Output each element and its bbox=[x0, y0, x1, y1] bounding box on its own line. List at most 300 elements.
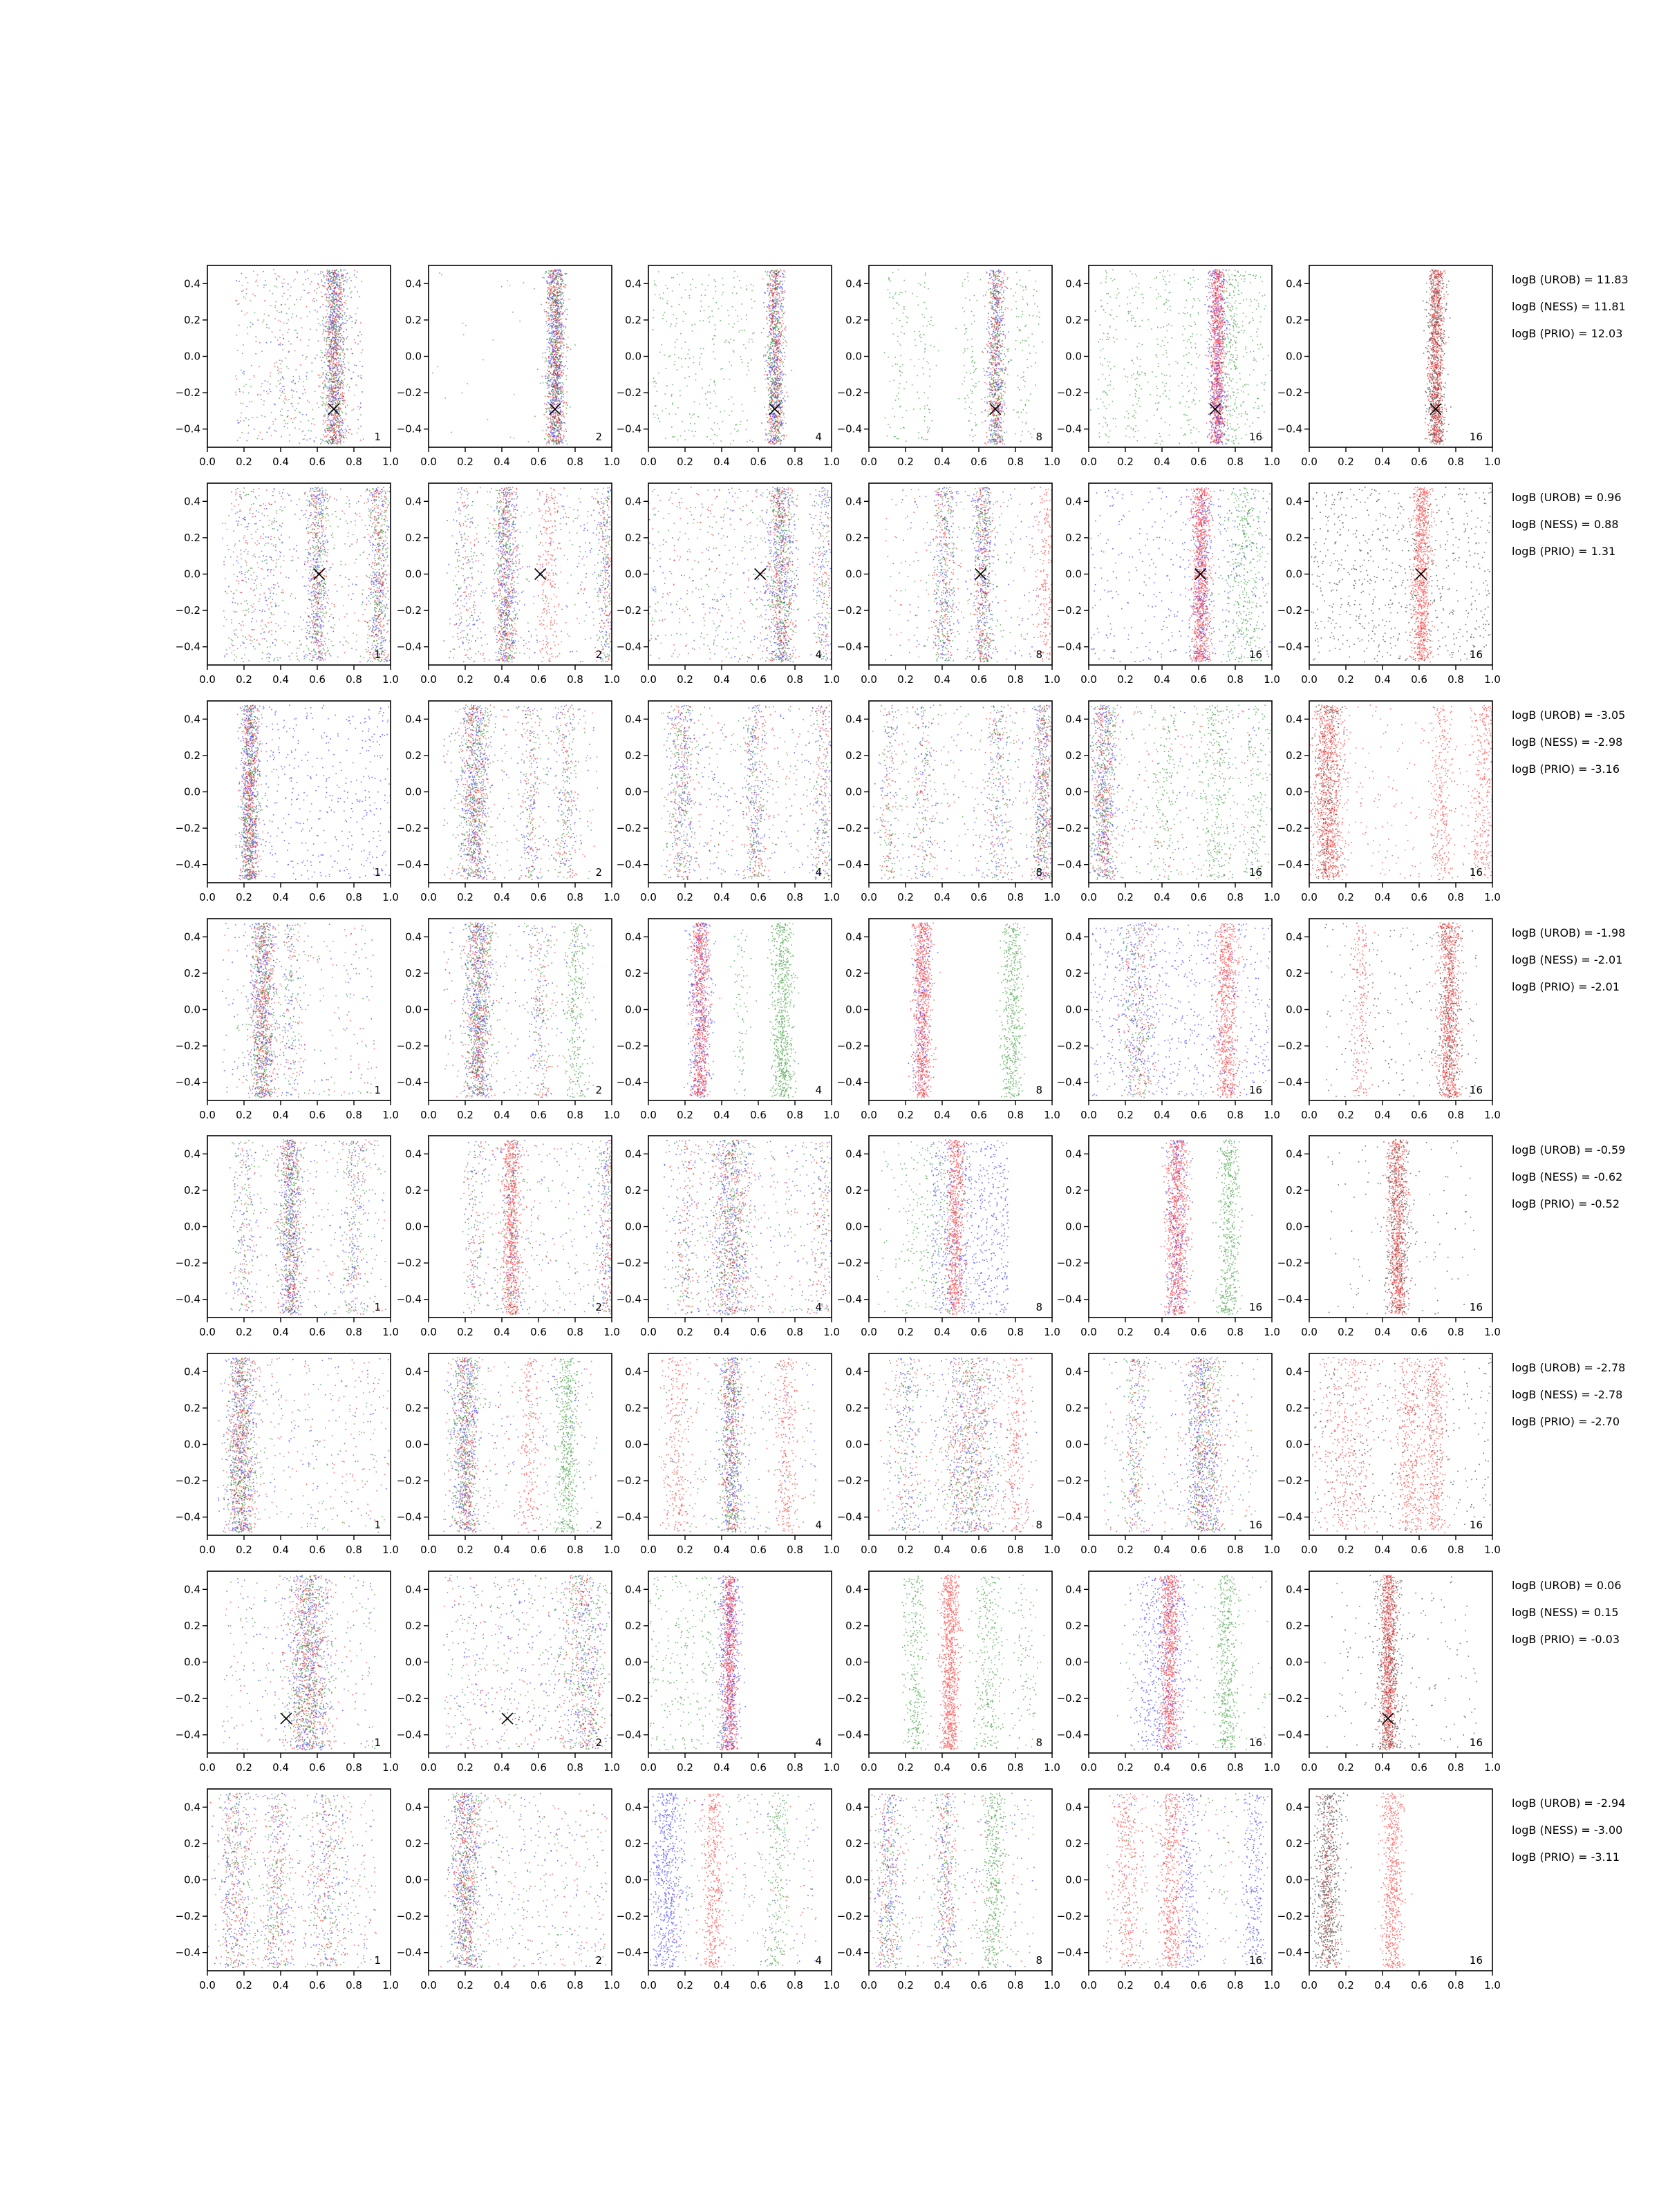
y-tick-label: 0.2 bbox=[184, 1401, 200, 1414]
x-tick-label: 0.8 bbox=[1227, 1979, 1244, 1991]
x-tick-label: 0.2 bbox=[1338, 1979, 1354, 1991]
x-tick-label: 0.2 bbox=[677, 891, 693, 903]
x-tick-label: 0.0 bbox=[420, 1979, 437, 1991]
y-tick-label: −0.2 bbox=[836, 1040, 862, 1053]
x-tick-label: 0.0 bbox=[861, 673, 877, 686]
x-tick-label: 0.8 bbox=[1447, 891, 1464, 903]
y-tick-label: 0.0 bbox=[845, 785, 862, 798]
x-tick-label: 0.8 bbox=[1227, 1761, 1244, 1774]
x-tick-label: 0.2 bbox=[236, 1761, 252, 1774]
x-tick-label: 0.8 bbox=[346, 1109, 362, 1121]
x-tick-label: 0.4 bbox=[713, 1109, 730, 1121]
x-tick-label: 0.8 bbox=[567, 1979, 583, 1991]
panel-label: 2 bbox=[595, 1736, 602, 1749]
x-tick-label: 0.8 bbox=[567, 673, 583, 686]
x-tick-label: 0.2 bbox=[457, 1326, 474, 1338]
y-tick-label: 0.4 bbox=[625, 495, 641, 508]
scatter-points-red-r6c5 bbox=[1104, 1357, 1258, 1533]
x-tick-label: 0.2 bbox=[457, 1544, 474, 1556]
y-tick-label: −0.2 bbox=[396, 1910, 422, 1923]
y-tick-label: −0.4 bbox=[175, 1293, 200, 1306]
y-tick-label: −0.2 bbox=[616, 604, 641, 617]
scatter-points-blue-r2c1 bbox=[222, 487, 393, 663]
scatter-points-green-r4c2 bbox=[443, 922, 594, 1098]
y-tick-label: 0.4 bbox=[1065, 1365, 1082, 1378]
scatter-points-green-r1c3 bbox=[653, 270, 787, 444]
panel-label: 16 bbox=[1248, 1301, 1262, 1313]
x-tick-label: 0.0 bbox=[1301, 1544, 1318, 1556]
true-value-marker bbox=[281, 1713, 292, 1724]
x-tick-label: 0.4 bbox=[934, 1761, 950, 1774]
y-tick-label: −0.4 bbox=[1277, 422, 1302, 435]
x-tick-label: 0.8 bbox=[787, 1109, 803, 1121]
x-tick-label: 0.2 bbox=[1117, 1761, 1134, 1774]
y-tick-label: 0.2 bbox=[625, 966, 641, 980]
x-tick-label: 0.6 bbox=[1411, 1979, 1427, 1991]
x-tick-label: 0.4 bbox=[494, 1326, 510, 1338]
panel-label: 16 bbox=[1248, 431, 1262, 443]
x-tick-label: 0.4 bbox=[1374, 891, 1391, 903]
y-tick-label: 0.4 bbox=[405, 1147, 422, 1161]
x-tick-label: 0.4 bbox=[934, 673, 950, 686]
y-tick-label: −0.4 bbox=[175, 858, 200, 871]
axes-frame bbox=[207, 1571, 391, 1753]
panel-label: 1 bbox=[374, 648, 381, 661]
x-tick-label: 0.0 bbox=[1080, 1326, 1097, 1338]
x-tick-label: 0.8 bbox=[787, 1326, 803, 1338]
axes-frame bbox=[1309, 1136, 1492, 1318]
scatter-points-black-r8c6 bbox=[1303, 1792, 1352, 1967]
y-tick-label: 0.4 bbox=[184, 277, 200, 290]
x-tick-label: 0.0 bbox=[1080, 891, 1097, 903]
panel-label: 16 bbox=[1469, 648, 1483, 661]
axes-frame bbox=[207, 1789, 391, 1971]
y-tick-label: 0.0 bbox=[405, 1873, 422, 1886]
scatter-points-green-r8c5 bbox=[1106, 1794, 1257, 1969]
y-tick-label: 0.0 bbox=[184, 785, 200, 798]
y-tick-label: 0.0 bbox=[1286, 1003, 1302, 1016]
x-tick-label: 0.6 bbox=[750, 1544, 767, 1556]
x-tick-label: 0.6 bbox=[309, 1109, 326, 1121]
x-tick-label: 0.4 bbox=[713, 673, 730, 686]
y-tick-label: −0.2 bbox=[1056, 604, 1082, 617]
x-tick-label: 0.2 bbox=[1117, 1544, 1134, 1556]
axes-frame bbox=[429, 265, 612, 447]
x-tick-label: 0.0 bbox=[640, 1544, 657, 1556]
x-tick-label: 0.2 bbox=[677, 1326, 693, 1338]
axes-frame bbox=[648, 1353, 832, 1535]
scatter-points-red-r8c4 bbox=[870, 1793, 1034, 1969]
x-tick-label: 1.0 bbox=[823, 456, 840, 468]
y-tick-label: 0.2 bbox=[1286, 313, 1302, 326]
x-tick-label: 0.2 bbox=[1117, 891, 1134, 903]
y-tick-label: 0.4 bbox=[405, 495, 422, 508]
x-tick-label: 0.6 bbox=[750, 456, 767, 468]
x-tick-label: 0.6 bbox=[309, 891, 326, 903]
y-tick-label: −0.4 bbox=[616, 1946, 641, 1959]
log-bayes-factor-text: logB (NESS) = -2.98 bbox=[1512, 735, 1623, 749]
y-tick-label: −0.4 bbox=[836, 1728, 862, 1741]
y-tick-label: 0.4 bbox=[845, 713, 862, 726]
y-tick-label: 0.0 bbox=[405, 568, 422, 581]
scatter-points-red-r4c6 bbox=[1345, 922, 1469, 1098]
x-tick-label: 0.0 bbox=[861, 1109, 877, 1121]
x-tick-label: 0.0 bbox=[1080, 456, 1097, 468]
x-tick-label: 1.0 bbox=[603, 1326, 620, 1338]
y-tick-label: 0.0 bbox=[405, 1220, 422, 1233]
x-tick-label: 0.8 bbox=[1007, 891, 1024, 903]
log-bayes-factor-text: logB (PRIO) = -3.11 bbox=[1512, 1850, 1620, 1864]
x-tick-label: 0.0 bbox=[640, 1979, 657, 1991]
x-tick-label: 0.0 bbox=[199, 1544, 216, 1556]
y-tick-label: 0.0 bbox=[625, 1220, 641, 1233]
x-tick-label: 0.0 bbox=[1080, 673, 1097, 686]
x-tick-label: 1.0 bbox=[1044, 1326, 1060, 1338]
x-tick-label: 1.0 bbox=[382, 891, 399, 903]
panel-label: 1 bbox=[374, 1084, 381, 1096]
x-tick-label: 0.8 bbox=[1227, 673, 1244, 686]
y-tick-label: −0.2 bbox=[175, 386, 200, 400]
x-tick-label: 0.8 bbox=[1007, 1544, 1024, 1556]
x-tick-label: 0.4 bbox=[934, 456, 950, 468]
scatter-points-blue-r4c5 bbox=[1091, 922, 1271, 1098]
x-tick-label: 0.2 bbox=[897, 456, 914, 468]
y-tick-label: −0.2 bbox=[175, 1257, 200, 1270]
x-tick-label: 0.0 bbox=[199, 1979, 216, 1991]
x-tick-label: 0.4 bbox=[1154, 673, 1170, 686]
scatter-points-green-r6c3 bbox=[664, 1358, 816, 1533]
x-tick-label: 1.0 bbox=[1044, 1109, 1060, 1121]
x-tick-label: 0.2 bbox=[457, 891, 474, 903]
scatter-points-red-r1c1 bbox=[236, 269, 364, 444]
y-tick-label: 0.2 bbox=[184, 749, 200, 762]
panel-label: 1 bbox=[374, 1736, 381, 1749]
x-tick-label: 0.6 bbox=[530, 1544, 547, 1556]
x-tick-label: 0.6 bbox=[309, 1326, 326, 1338]
x-tick-label: 0.4 bbox=[713, 1761, 730, 1774]
y-tick-label: −0.4 bbox=[1056, 422, 1082, 435]
log-bayes-factor-text: logB (UROB) = 11.83 bbox=[1512, 273, 1629, 286]
y-tick-label: 0.2 bbox=[405, 1619, 422, 1632]
y-tick-label: 0.0 bbox=[184, 350, 200, 363]
true-value-marker bbox=[535, 569, 546, 580]
y-tick-label: −0.4 bbox=[175, 422, 200, 435]
x-tick-label: 0.2 bbox=[1117, 673, 1134, 686]
x-tick-label: 0.4 bbox=[1154, 1109, 1170, 1121]
x-tick-label: 0.6 bbox=[971, 1326, 987, 1338]
x-tick-label: 0.8 bbox=[567, 1761, 583, 1774]
x-tick-label: 1.0 bbox=[382, 673, 399, 686]
x-tick-label: 0.2 bbox=[1338, 1544, 1354, 1556]
x-tick-label: 0.8 bbox=[1447, 1326, 1464, 1338]
scatter-points-red-r8c6 bbox=[1311, 1792, 1412, 1968]
scatter-points-green-r1c1 bbox=[235, 270, 362, 445]
x-tick-label: 0.0 bbox=[640, 891, 657, 903]
x-tick-label: 0.8 bbox=[787, 891, 803, 903]
y-tick-label: 0.4 bbox=[845, 930, 862, 944]
scatter-points-red-r1c5 bbox=[1206, 269, 1232, 444]
x-tick-label: 0.6 bbox=[530, 1979, 547, 1991]
y-tick-label: −0.4 bbox=[396, 1293, 422, 1306]
y-tick-label: −0.4 bbox=[836, 422, 862, 435]
x-tick-label: 0.0 bbox=[420, 1109, 437, 1121]
x-tick-label: 0.0 bbox=[1301, 673, 1318, 686]
y-tick-label: 0.2 bbox=[1286, 966, 1302, 980]
scatter-points-blue-r1c4 bbox=[982, 270, 1012, 444]
y-tick-label: −0.2 bbox=[1056, 1257, 1082, 1270]
x-tick-label: 0.4 bbox=[1374, 1544, 1391, 1556]
x-tick-label: 0.4 bbox=[272, 1544, 289, 1556]
x-tick-label: 0.0 bbox=[640, 673, 657, 686]
x-tick-label: 0.4 bbox=[934, 1544, 950, 1556]
y-tick-label: −0.4 bbox=[836, 1293, 862, 1306]
x-tick-label: 0.0 bbox=[199, 673, 216, 686]
scatter-points-green-r2c3 bbox=[645, 487, 840, 662]
panel-label: 16 bbox=[1248, 648, 1262, 661]
axes-frame bbox=[1309, 483, 1492, 665]
y-tick-label: −0.2 bbox=[1277, 1692, 1302, 1705]
x-tick-label: 0.8 bbox=[1227, 891, 1244, 903]
x-tick-label: 1.0 bbox=[1044, 891, 1060, 903]
x-tick-label: 1.0 bbox=[1484, 1761, 1501, 1774]
x-tick-label: 0.2 bbox=[677, 673, 693, 686]
axes-frame bbox=[1309, 1571, 1492, 1753]
x-tick-label: 0.8 bbox=[787, 673, 803, 686]
x-tick-label: 1.0 bbox=[1484, 1326, 1501, 1338]
y-tick-label: −0.4 bbox=[1056, 858, 1082, 871]
panel-label: 16 bbox=[1469, 1519, 1483, 1531]
y-tick-label: 0.0 bbox=[1286, 1220, 1302, 1233]
axes-frame bbox=[1309, 1353, 1492, 1535]
x-tick-label: 0.6 bbox=[1190, 891, 1207, 903]
panel-label: 8 bbox=[1035, 1084, 1042, 1096]
log-bayes-factor-text: logB (NESS) = 11.81 bbox=[1512, 300, 1626, 313]
x-tick-label: 0.6 bbox=[750, 891, 767, 903]
x-tick-label: 0.4 bbox=[494, 1544, 510, 1556]
y-tick-label: 0.4 bbox=[845, 1583, 862, 1596]
scatter-points-green-r8c4 bbox=[869, 1793, 1034, 1969]
x-tick-label: 0.6 bbox=[750, 1326, 767, 1338]
true-value-marker bbox=[314, 569, 325, 580]
axes-frame bbox=[648, 265, 832, 447]
labels-layer bbox=[176, 273, 1629, 1991]
y-tick-label: 0.4 bbox=[1286, 713, 1302, 726]
x-tick-label: 1.0 bbox=[1264, 1109, 1280, 1121]
x-tick-label: 1.0 bbox=[1044, 1544, 1060, 1556]
y-tick-label: 0.0 bbox=[184, 568, 200, 581]
x-tick-label: 0.8 bbox=[346, 1544, 362, 1556]
x-tick-label: 0.6 bbox=[1190, 1326, 1207, 1338]
panel-label: 16 bbox=[1469, 1301, 1483, 1313]
y-tick-label: 0.0 bbox=[625, 1003, 641, 1016]
y-tick-label: −0.4 bbox=[616, 1076, 641, 1089]
scatter-points-black-r2c6 bbox=[1311, 487, 1492, 662]
x-tick-label: 0.4 bbox=[1154, 1979, 1170, 1991]
x-tick-label: 0.4 bbox=[494, 673, 510, 686]
x-tick-label: 0.0 bbox=[420, 673, 437, 686]
x-tick-label: 0.0 bbox=[199, 456, 216, 468]
x-tick-label: 1.0 bbox=[382, 1544, 399, 1556]
y-tick-label: −0.4 bbox=[396, 858, 422, 871]
y-tick-label: −0.2 bbox=[616, 822, 641, 835]
y-tick-label: −0.2 bbox=[175, 822, 200, 835]
x-tick-label: 0.2 bbox=[236, 456, 252, 468]
x-tick-label: 0.2 bbox=[1117, 1109, 1134, 1121]
x-tick-label: 0.8 bbox=[1447, 1544, 1464, 1556]
x-tick-label: 0.2 bbox=[457, 1979, 474, 1991]
y-tick-label: 0.0 bbox=[405, 785, 422, 798]
y-tick-label: 0.2 bbox=[1286, 749, 1302, 762]
y-tick-label: 0.2 bbox=[405, 749, 422, 762]
x-tick-label: 0.8 bbox=[1447, 1109, 1464, 1121]
scatter-points-red-r3c6 bbox=[1306, 704, 1508, 880]
axes-frame bbox=[869, 701, 1052, 883]
y-tick-label: −0.2 bbox=[1056, 1692, 1082, 1705]
x-tick-label: 0.0 bbox=[199, 891, 216, 903]
x-tick-label: 0.4 bbox=[494, 891, 510, 903]
x-tick-label: 0.8 bbox=[1007, 1979, 1024, 1991]
x-tick-label: 0.2 bbox=[457, 1761, 474, 1774]
x-tick-label: 1.0 bbox=[603, 891, 620, 903]
y-tick-label: −0.4 bbox=[1056, 1076, 1082, 1089]
x-tick-label: 0.0 bbox=[1301, 1979, 1318, 1991]
y-tick-label: 0.4 bbox=[845, 495, 862, 508]
y-tick-label: 0.2 bbox=[845, 1837, 862, 1850]
scatter-points-green-r7c4 bbox=[902, 1575, 1045, 1750]
y-tick-label: 0.0 bbox=[1065, 568, 1082, 581]
x-tick-label: 0.2 bbox=[897, 673, 914, 686]
scatter-points-green-r5c5 bbox=[1212, 1139, 1253, 1315]
panel-label: 4 bbox=[815, 1954, 822, 1967]
x-tick-label: 0.0 bbox=[640, 456, 657, 468]
x-tick-label: 1.0 bbox=[823, 891, 840, 903]
x-tick-label: 0.4 bbox=[1374, 456, 1391, 468]
x-tick-label: 0.8 bbox=[787, 1979, 803, 1991]
y-tick-label: 0.0 bbox=[1065, 1003, 1082, 1016]
y-tick-label: 0.0 bbox=[845, 1873, 862, 1886]
y-tick-label: 0.2 bbox=[1065, 966, 1082, 980]
x-tick-label: 0.6 bbox=[309, 673, 326, 686]
x-tick-label: 0.0 bbox=[861, 891, 877, 903]
y-tick-label: 0.2 bbox=[184, 1183, 200, 1197]
y-tick-label: −0.2 bbox=[1056, 1040, 1082, 1053]
x-tick-label: 0.6 bbox=[530, 1326, 547, 1338]
y-tick-label: −0.4 bbox=[616, 422, 641, 435]
x-tick-label: 0.2 bbox=[677, 1761, 693, 1774]
x-tick-label: 0.6 bbox=[1411, 1109, 1427, 1121]
x-tick-label: 0.6 bbox=[530, 456, 547, 468]
log-bayes-factor-text: logB (UROB) = -1.98 bbox=[1512, 926, 1626, 939]
true-value-marker bbox=[502, 1713, 513, 1724]
y-tick-label: 0.4 bbox=[625, 1365, 641, 1378]
x-tick-label: 0.6 bbox=[1411, 456, 1427, 468]
panel-label: 16 bbox=[1469, 866, 1483, 879]
x-tick-label: 0.2 bbox=[677, 456, 693, 468]
panel-label: 2 bbox=[595, 1084, 602, 1096]
x-tick-label: 0.6 bbox=[750, 1761, 767, 1774]
panel-label: 16 bbox=[1248, 866, 1262, 879]
y-tick-label: 0.0 bbox=[184, 1656, 200, 1669]
y-tick-label: 0.4 bbox=[405, 713, 422, 726]
x-tick-label: 0.0 bbox=[1080, 1109, 1097, 1121]
x-tick-label: 0.0 bbox=[1080, 1544, 1097, 1556]
log-bayes-factor-text: logB (PRIO) = -0.03 bbox=[1512, 1633, 1620, 1646]
scatter-points-black-r7c6 bbox=[1324, 1575, 1477, 1750]
x-tick-label: 1.0 bbox=[1484, 673, 1501, 686]
panel-label: 2 bbox=[595, 648, 602, 661]
log-bayes-factor-text: logB (PRIO) = -3.16 bbox=[1512, 762, 1620, 776]
x-tick-label: 0.4 bbox=[1154, 1544, 1170, 1556]
scatter-points-green-r5c3 bbox=[664, 1140, 832, 1315]
y-tick-label: 0.0 bbox=[845, 1220, 862, 1233]
y-tick-label: 0.4 bbox=[184, 930, 200, 944]
y-tick-label: 0.2 bbox=[625, 749, 641, 762]
x-tick-label: 0.2 bbox=[236, 1544, 252, 1556]
y-tick-label: 0.4 bbox=[1065, 1583, 1082, 1596]
x-tick-label: 0.2 bbox=[897, 1109, 914, 1121]
x-tick-label: 0.4 bbox=[494, 1109, 510, 1121]
scatter-points-red-r5c5 bbox=[1161, 1140, 1195, 1315]
y-tick-label: −0.2 bbox=[616, 386, 641, 400]
x-tick-label: 0.6 bbox=[750, 1109, 767, 1121]
x-tick-label: 0.6 bbox=[1411, 1544, 1427, 1556]
scatter-points-blue-r8c3 bbox=[646, 1793, 816, 1969]
panel-label: 4 bbox=[815, 866, 822, 879]
y-tick-label: −0.4 bbox=[616, 1293, 641, 1306]
axes-frame bbox=[869, 265, 1052, 447]
x-tick-label: 0.2 bbox=[897, 1326, 914, 1338]
x-tick-label: 0.6 bbox=[1411, 1326, 1427, 1338]
y-tick-label: 0.2 bbox=[405, 1401, 422, 1414]
y-tick-label: −0.4 bbox=[1277, 1728, 1302, 1741]
scatter-points-red-r3c3 bbox=[663, 704, 836, 879]
scatter-points-green-r5c4 bbox=[849, 1141, 1004, 1314]
y-tick-label: −0.2 bbox=[175, 604, 200, 617]
scatter-points-green-r4c3 bbox=[730, 922, 799, 1098]
panel-label: 16 bbox=[1248, 1736, 1262, 1749]
y-tick-label: −0.2 bbox=[1277, 1910, 1302, 1923]
scatter-points-red-r2c3 bbox=[645, 487, 839, 662]
y-tick-label: 0.4 bbox=[1286, 1583, 1302, 1596]
x-tick-label: 0.2 bbox=[1338, 1761, 1354, 1774]
y-tick-label: −0.4 bbox=[836, 1946, 862, 1959]
x-tick-label: 0.0 bbox=[861, 1979, 877, 1991]
x-tick-label: 0.0 bbox=[861, 456, 877, 468]
x-tick-label: 0.0 bbox=[1301, 1109, 1318, 1121]
panel-label: 16 bbox=[1469, 431, 1483, 443]
x-tick-label: 0.8 bbox=[1227, 1544, 1244, 1556]
x-tick-label: 0.4 bbox=[934, 891, 950, 903]
x-tick-label: 0.4 bbox=[1374, 1979, 1391, 1991]
log-bayes-factor-text: logB (NESS) = 0.15 bbox=[1512, 1606, 1619, 1619]
y-tick-label: 0.2 bbox=[405, 313, 422, 326]
y-tick-label: −0.4 bbox=[616, 1728, 641, 1741]
y-tick-label: 0.2 bbox=[405, 531, 422, 544]
y-tick-label: 0.2 bbox=[845, 1183, 862, 1197]
y-tick-label: −0.4 bbox=[616, 1510, 641, 1524]
x-tick-label: 0.4 bbox=[272, 1979, 289, 1991]
scatter-points-green-r7c1 bbox=[223, 1575, 375, 1751]
y-tick-label: 0.0 bbox=[845, 1003, 862, 1016]
y-tick-label: 0.0 bbox=[625, 1438, 641, 1451]
x-tick-label: 0.0 bbox=[420, 456, 437, 468]
axes-frame bbox=[648, 483, 832, 665]
y-tick-label: 0.2 bbox=[184, 313, 200, 326]
scatter-points-green-r6c5 bbox=[1105, 1357, 1257, 1532]
x-tick-label: 0.6 bbox=[971, 456, 987, 468]
x-tick-label: 1.0 bbox=[1484, 891, 1501, 903]
y-tick-label: −0.4 bbox=[396, 1946, 422, 1959]
